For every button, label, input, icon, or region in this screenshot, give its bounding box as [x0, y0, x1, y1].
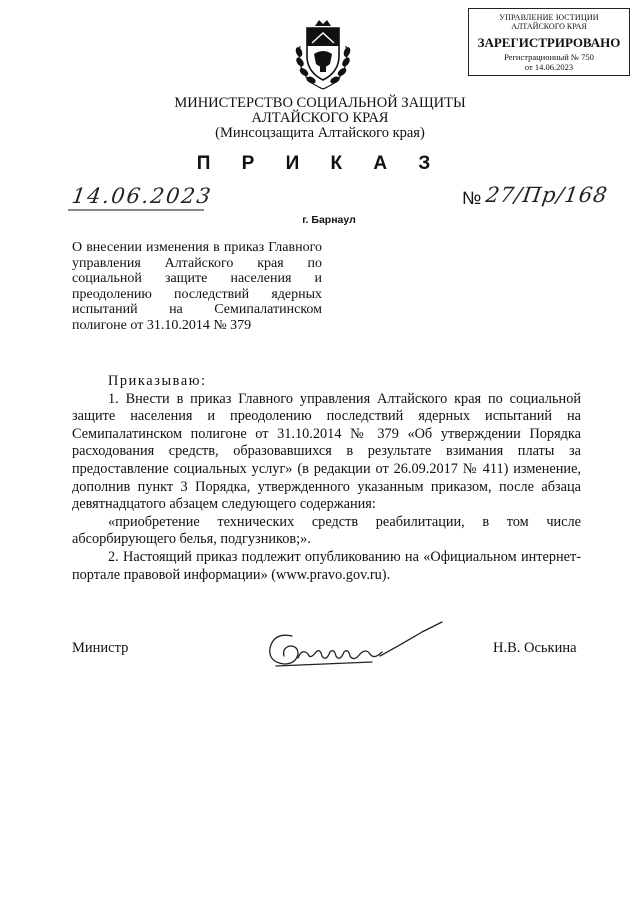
- stamp-reg-date: от 14.06.2023: [524, 62, 574, 72]
- coat-of-arms-icon: [290, 16, 356, 92]
- stamp-title: ЗАРЕГИСТРИРОВАНО: [477, 35, 621, 50]
- signatory-name: Н.В. Оськина: [493, 640, 577, 656]
- quoted-paragraph: «приобретение технических средств реабилитации, в том числе абсорбирующего белья, подгузников;».: [72, 513, 581, 548]
- order-item-1: 1. Внести в приказ Главного управления Алтайского края по социальной защите населения и преодолению последствий ядерных испытаний на Семипалатинском полигоне от 31.10.2014 № 379 «Об утверждении Порядка расходования средств, образовавшихся в результате взимания платы за предоставление социальных услуг» (в редакции от 26.09.2017 № 411) изменение, дополнив пункт 3 Порядка, утвержденного указанным приказом, после абзаца девятнадцатого абзацем следующего содержания:: [72, 390, 581, 513]
- ministry-short-name: (Минсоцзащита Алтайского края): [215, 125, 425, 141]
- document-type-title: П Р И К А З: [196, 153, 444, 174]
- registration-stamp: [468, 8, 630, 76]
- ministry-header: [0, 96, 640, 141]
- signatory-position: Министр: [72, 640, 129, 656]
- handwritten-signature: [262, 618, 448, 680]
- number-sign: №: [462, 188, 482, 208]
- stamp-line-2: АЛТАЙСКОГО КРАЯ: [511, 22, 587, 31]
- handwritten-number: 27/Пр/168: [484, 183, 610, 207]
- stamp-line-1: УПРАВЛЕНИЕ ЮСТИЦИИ: [499, 13, 599, 22]
- order-word: Приказываю:: [108, 373, 207, 389]
- stamp-reg-number: Регистрационный № 750: [504, 52, 594, 62]
- city-line: [0, 214, 640, 226]
- ministry-name-line-2: АЛТАЙСКОГО КРАЯ: [251, 110, 389, 126]
- handwritten-date: 14.06.2023: [70, 184, 214, 208]
- order-item-2: 2. Настоящий приказ подлежит опубликованию на «Официальном интернет-портале правовой информации» (www.pravo.gov.ru).: [72, 548, 581, 583]
- ministry-name-line-1: МИНИСТЕРСТВО СОЦИАЛЬНОЙ ЗАЩИТЫ: [174, 95, 466, 111]
- city-name: г. Барнаул: [302, 214, 356, 226]
- document-body: [72, 373, 581, 584]
- document-subject: О внесении изменения в приказ Главного управления Алтайского края по социальной защите населения и преодолению последствий ядерных испытаний на Семипалатинском полигоне от 31.10.2014 № 379: [72, 240, 322, 333]
